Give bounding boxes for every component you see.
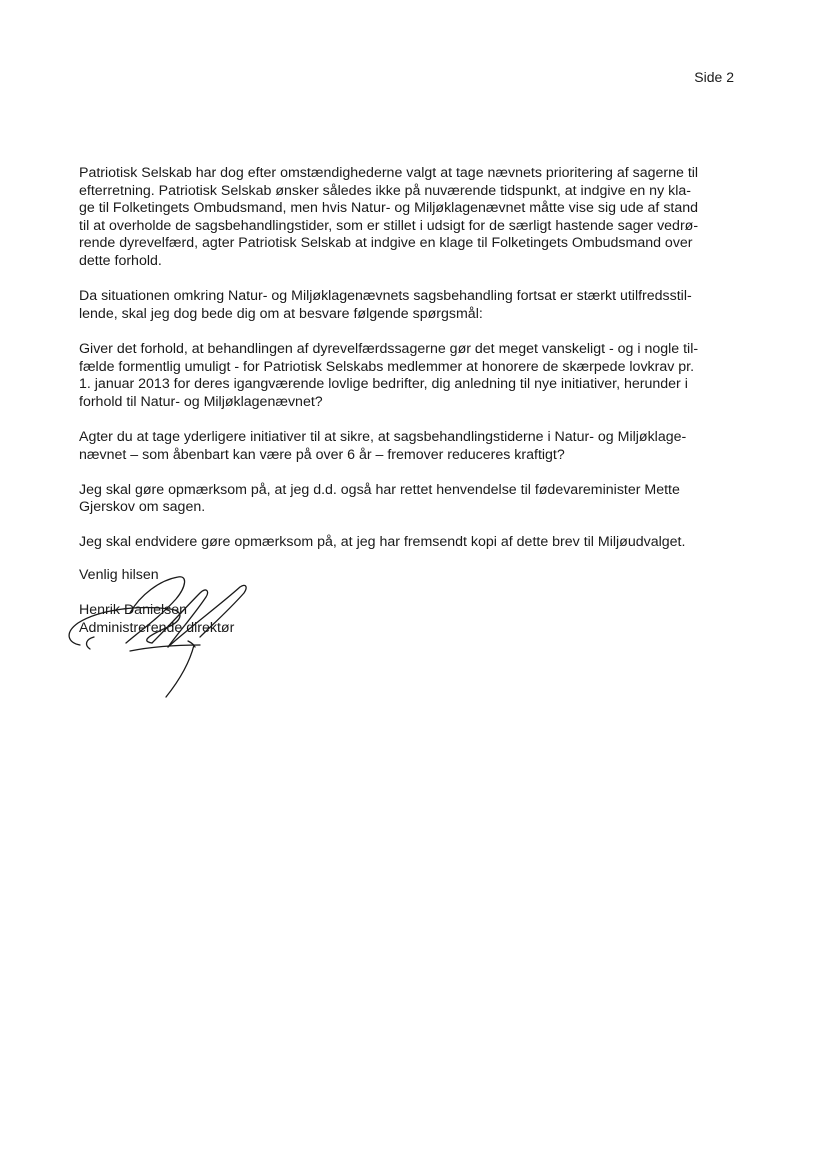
paragraph-6: Jeg skal endvidere gøre opmærksom på, at jeg har fremsendt kopi af dette brev til Miljøudvalget. [79, 534, 686, 551]
paragraph-1: Patriotisk Selskab har dog efter omstændighederne valgt at tage nævnets prioritering af sagerne til efterretning. Patriotisk Selskab ønsker således ikke på nuværende tidspunkt, at indgive en ny kla- ge til Folketingets Ombudsmand, men hvis Natur- og Miljøklagenævnet måtte vise sig ude af stand til at overholde de sagsbehandlingstider, som er stillet i udsigt for de særligt hastende sager vedrø- rende dyrevelfærd, agter Patriotisk Selskab at indgive en klage til Folketingets Ombudsmand over dette forhold. [79, 165, 699, 269]
paragraph-4: Agter du at tage yderligere initiativer til at sikre, at sagsbehandlingstiderne i Natur- og Miljøklage- nævnet – som åbenbart kan være på over 6 år – fremover reduceres kraftigt? [79, 428, 687, 463]
letter-body [79, 165, 747, 570]
paragraph-2: Da situationen omkring Natur- og Miljøklagenævnets sagsbehandling fortsat er stærkt utilfredsstil- lende, skal jeg dog bede dig om at besvare følgende spørgsmål: [79, 288, 692, 322]
paragraph-5: Jeg skal gøre opmærksom på, at jeg d.d. også har rettet henvendelse til fødevareminister Mette Gjerskov om sagen. [79, 481, 680, 516]
signer-title: Administrerende direktør [79, 619, 235, 636]
page-number: Side 2 [694, 69, 734, 85]
paragraph-3: Giver det forhold, at behandlingen af dyrevelfærdssagerne gør det meget vanskeligt - og i nogle til- fælde formentlig umuligt - for Patriotisk Selskabs medlemmer at honorere de skærpede lovkrav pr. 1. januar 2013 for deres igangværende lovlige bedrifter, dig anledning til nye initiativer, herunder i forhold til Natur- og Miljøklagenævnet? [79, 340, 699, 410]
signer-name: Henrik Danielsen [79, 602, 188, 619]
closing-greeting: Venlig hilsen [79, 567, 159, 583]
handwritten-signature [60, 565, 260, 705]
